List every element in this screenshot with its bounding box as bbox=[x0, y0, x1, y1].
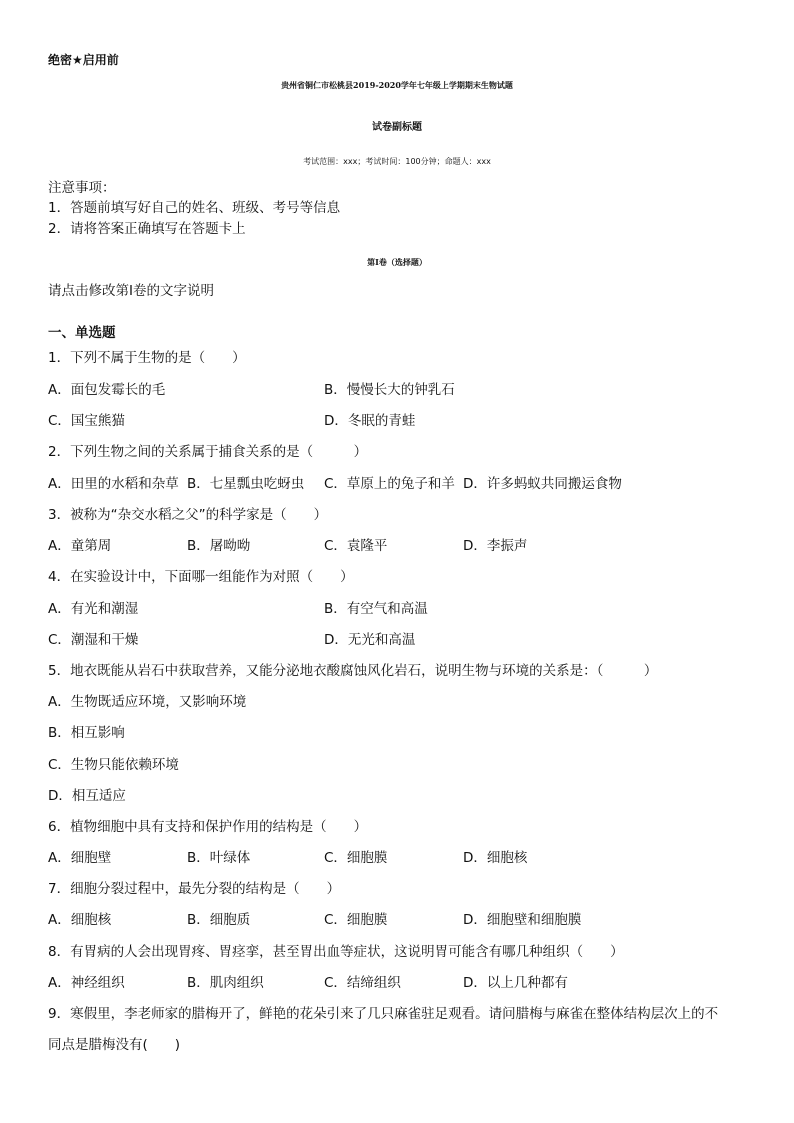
question-stem: 2．下列生物之间的关系属于捕食关系的是（ ） bbox=[48, 444, 368, 460]
question-option: A．童第周 bbox=[48, 538, 112, 554]
question-option: C．细胞膜 bbox=[324, 850, 388, 866]
question-stem-continued: 同点是腊梅没有( ) bbox=[48, 1037, 181, 1053]
question-stem: 9．寒假里，李老师家的腊梅开了，鲜艳的花朵引来了几只麻雀驻足观看。请问腊梅与麻雀在整体结构层次上的不 bbox=[48, 1006, 719, 1022]
notice-item: 1．答题前填写好自己的姓名、班级、考号等信息 bbox=[48, 200, 341, 216]
question-option: C．袁隆平 bbox=[324, 538, 388, 554]
question-option: C．细胞膜 bbox=[324, 912, 388, 928]
question-stem: 1．下列不属于生物的是（ ） bbox=[48, 350, 246, 366]
question-stem: 7．细胞分裂过程中，最先分裂的结构是（ ） bbox=[48, 881, 341, 897]
question-option: C．结缔组织 bbox=[324, 975, 401, 991]
question-option: D．细胞壁和细胞膜 bbox=[463, 912, 582, 928]
question-option: A．田里的水稻和杂草 bbox=[48, 476, 179, 492]
notice-heading: 注意事项： bbox=[48, 180, 116, 196]
question-option: A．细胞核 bbox=[48, 912, 112, 928]
question-option: A．神经组织 bbox=[48, 975, 125, 991]
question-option: D．冬眠的青蛙 bbox=[324, 413, 416, 429]
question-option: C．国宝熊猫 bbox=[48, 413, 125, 429]
question-option: B．相互影响 bbox=[48, 725, 125, 741]
question-option: B．有空气和高温 bbox=[324, 601, 428, 617]
question-option: A．面包发霉长的毛 bbox=[48, 382, 166, 398]
section-note: 请点击修改第I卷的文字说明 bbox=[48, 283, 214, 299]
question-option: A．生物既适应环境，又影响环境 bbox=[48, 694, 247, 710]
confidential-label: 绝密★启用前 bbox=[48, 53, 119, 67]
question-option: B．慢慢长大的钟乳石 bbox=[324, 382, 455, 398]
question-option: D．相互适应 bbox=[48, 788, 126, 804]
question-stem: 3．被称为“杂交水稻之父”的科学家是（ ） bbox=[48, 507, 328, 523]
question-option: A．细胞壁 bbox=[48, 850, 112, 866]
question-option: A．有光和潮湿 bbox=[48, 601, 139, 617]
exam-title: 贵州省铜仁市松桃县2019-2020学年七年级上学期期末生物试题 bbox=[281, 80, 513, 90]
question-option: D．无光和高温 bbox=[324, 632, 416, 648]
question-option: C．草原上的兔子和羊 bbox=[324, 476, 455, 492]
question-option: D．李振声 bbox=[463, 538, 528, 554]
question-option: B．屠呦呦 bbox=[187, 538, 251, 554]
exam-info: 考试范围：xxx；考试时间：100分钟；命题人：xxx bbox=[303, 157, 491, 166]
question-option: D．以上几种都有 bbox=[463, 975, 568, 991]
question-option: C．生物只能依赖环境 bbox=[48, 757, 179, 773]
question-option: B．七星瓢虫吃蚜虫 bbox=[187, 476, 305, 492]
question-stem: 6．植物细胞中具有支持和保护作用的结构是（ ） bbox=[48, 819, 368, 835]
exam-subtitle: 试卷副标题 bbox=[372, 122, 422, 133]
section-title: 第I卷（选择题） bbox=[367, 257, 427, 267]
notice-item: 2．请将答案正确填写在答题卡上 bbox=[48, 221, 246, 237]
question-stem: 8．有胃病的人会出现胃疼、胃痉挛，甚至胃出血等症状，这说明胃可能含有哪几种组织（ ） bbox=[48, 944, 624, 960]
question-option: D．细胞核 bbox=[463, 850, 528, 866]
question-option: B．肌肉组织 bbox=[187, 975, 264, 991]
part-heading: 一、单选题 bbox=[48, 325, 116, 341]
question-option: C．潮湿和干燥 bbox=[48, 632, 139, 648]
question-stem: 5．地衣既能从岩石中获取营养，又能分泌地衣酸腐蚀风化岩石，说明生物与环境的关系是：（ ） bbox=[48, 663, 658, 679]
question-option: B．叶绿体 bbox=[187, 850, 251, 866]
question-stem: 4．在实验设计中，下面哪一组能作为对照（ ） bbox=[48, 569, 354, 585]
question-option: D．许多蚂蚁共同搬运食物 bbox=[463, 476, 622, 492]
question-option: B．细胞质 bbox=[187, 912, 251, 928]
